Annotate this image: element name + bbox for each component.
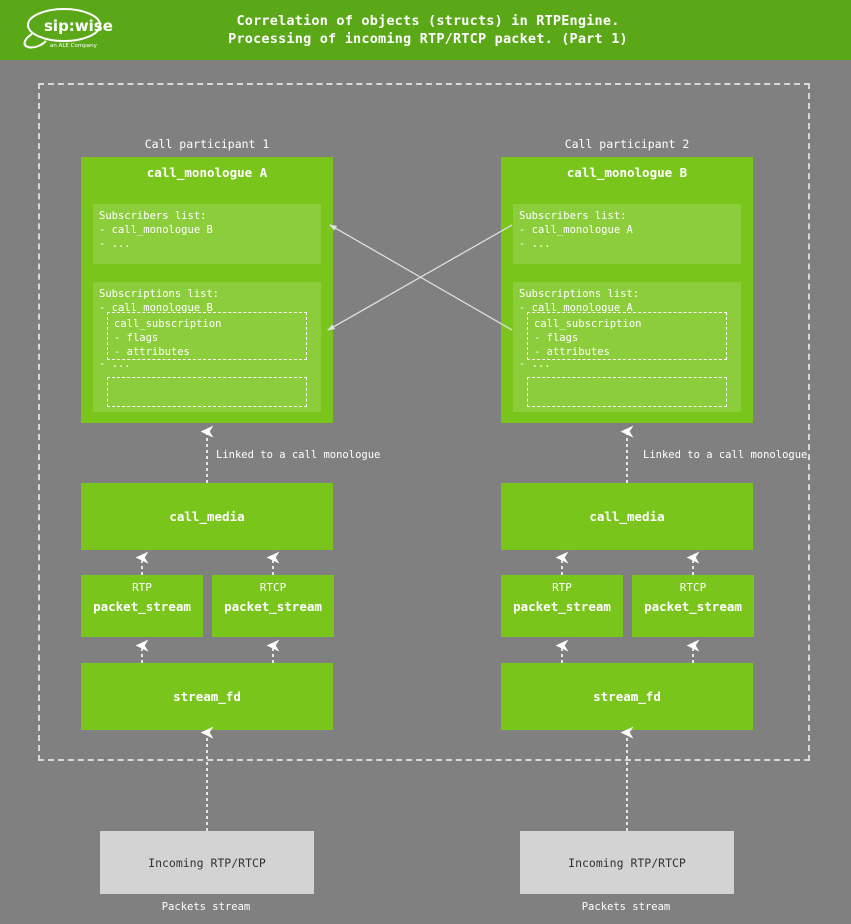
monologue-b-subscribers-list [513, 204, 741, 264]
packet-stream-right-rtp-box[interactable] [501, 575, 623, 637]
stream-fd-right-box[interactable] [501, 663, 753, 730]
call-subscription-b-box-2 [527, 377, 727, 407]
packet-stream-left-rtp-proto: RTP [132, 581, 152, 594]
packet-stream-left-rtcp-box[interactable] [212, 575, 334, 637]
call-subscription-b-box [527, 312, 727, 360]
incoming-right-caption: Packets stream [581, 901, 671, 913]
packet-stream-right-rtp-name: packet_stream [513, 599, 611, 614]
page-title-line2: Processing of incoming RTP/RTCP packet. (Part 1) [228, 31, 628, 47]
incoming-left-caption: Packets stream [161, 901, 251, 913]
incoming-right-box[interactable] [520, 831, 734, 894]
page-title [155, 12, 851, 48]
stream-fd-left-title: stream_fd [173, 689, 241, 704]
call-monologue-a-box[interactable] [81, 157, 333, 423]
call-subscription-a-box-2 [107, 377, 307, 407]
subscriptions-item-0: - call monologue B [99, 302, 213, 314]
call-media-left-box[interactable] [81, 483, 333, 550]
packet-stream-right-rtcp-box[interactable] [632, 575, 754, 637]
stream-fd-right-title: stream_fd [593, 689, 661, 704]
packet-stream-left-rtp-name: packet_stream [93, 599, 191, 614]
call-subscription-field-1: - attributes [114, 346, 190, 358]
svg-text:an ALE Company: an ALE Company [49, 43, 97, 49]
subscriptions-dots-b: - ... [519, 358, 551, 370]
link-label-right: Linked to a call monologue [643, 449, 808, 461]
subscribers-item-0: - call_monologue A [519, 224, 633, 236]
packet-stream-left-rtp-box[interactable] [81, 575, 203, 637]
subscribers-heading: Subscribers list: [99, 210, 207, 222]
subscribers-item-1: - ... [519, 238, 551, 250]
subscribers-item-1: - ... [99, 238, 131, 250]
incoming-left-title: Incoming RTP/RTCP [148, 855, 266, 870]
logo-graphic [18, 5, 138, 55]
subscriptions-heading: Subscriptions list: [99, 288, 220, 300]
svg-text:sip:wise: sip:wise [43, 17, 113, 35]
subscriptions-heading: Subscriptions list: [519, 288, 640, 300]
call-subscription-title: call_subscription [114, 318, 222, 330]
call-subscription-a-box [107, 312, 307, 360]
call-media-left-title: call_media [169, 509, 245, 524]
column-label-participant-1: Call participant 1 [144, 137, 270, 151]
page-header [0, 0, 851, 60]
stream-fd-left-box[interactable] [81, 663, 333, 730]
packet-stream-right-rtcp-proto: RTCP [679, 581, 707, 594]
call-monologue-b-box[interactable] [501, 157, 753, 423]
packet-stream-right-rtcp-name: packet_stream [644, 599, 742, 614]
subscribers-item-0: - call_monologue B [99, 224, 213, 236]
monologue-b-subscriptions-list [513, 282, 741, 412]
call-subscription-field-0: - flags [534, 332, 579, 344]
call-subscription-field-0: - flags [114, 332, 159, 344]
page-title-line1: Correlation of objects (structs) in RTPEngine. [236, 13, 620, 29]
call-monologue-b-title: call_monologue B [566, 165, 688, 180]
subscriptions-item-0: - call monologue A [519, 302, 633, 314]
packet-stream-left-rtcp-name: packet_stream [224, 599, 322, 614]
column-label-participant-2: Call participant 2 [564, 137, 690, 151]
subscriptions-dots-a: - ... [99, 358, 131, 370]
link-label-left: Linked to a call monologue [216, 449, 381, 461]
call-subscription-field-1: - attributes [534, 346, 610, 358]
call-monologue-a-title: call_monologue A [146, 165, 268, 180]
monologue-a-subscriptions-list [93, 282, 321, 412]
sipwise-logo [0, 0, 155, 60]
call-media-right-box[interactable] [501, 483, 753, 550]
monologue-a-subscribers-list [93, 204, 321, 264]
incoming-left-box[interactable] [100, 831, 314, 894]
subscribers-heading: Subscribers list: [519, 210, 627, 222]
packet-stream-right-rtp-proto: RTP [552, 581, 572, 594]
incoming-right-title: Incoming RTP/RTCP [568, 855, 686, 870]
call-media-right-title: call_media [589, 509, 665, 524]
packet-stream-left-rtcp-proto: RTCP [259, 581, 287, 594]
call-subscription-title: call_subscription [534, 318, 642, 330]
